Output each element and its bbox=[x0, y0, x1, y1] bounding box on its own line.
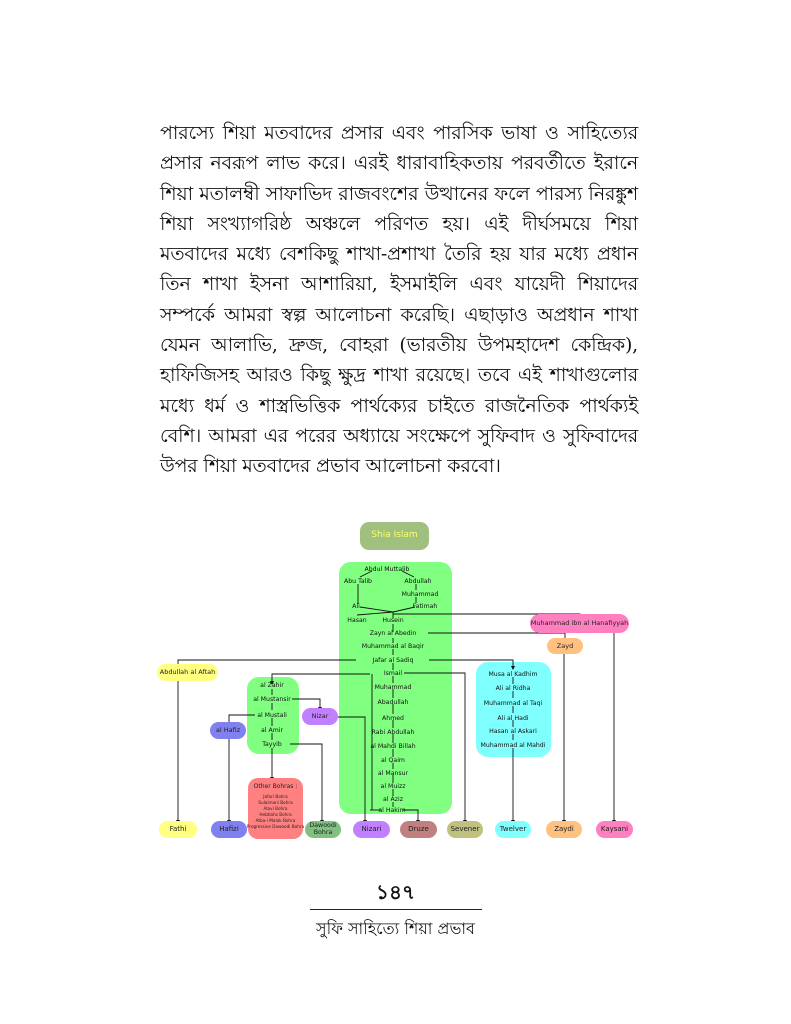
other-bohras-box bbox=[248, 778, 303, 839]
node-al-amir: al Amir bbox=[260, 727, 284, 734]
node-fatimah: Fatimah bbox=[412, 603, 438, 610]
bohra-item: Hebtiahs Bohra bbox=[259, 812, 292, 818]
node-abdullah: Abdullah bbox=[404, 578, 432, 585]
node-muhammad-al-taqi: Muhammad al Taqi bbox=[483, 700, 543, 707]
page-number: ১৪৭ bbox=[376, 880, 415, 904]
node-al-mahdi-billah: al Mahdi Billah bbox=[370, 743, 416, 750]
node-hasan-al-askari: Hasan al Askari bbox=[489, 728, 537, 735]
node-muhammad-ibn-ismail: Muhammad bbox=[374, 684, 412, 691]
node-abadullah: Abadullah bbox=[377, 699, 409, 706]
node-abdullah-al-aftah: Abdullah al Aftah bbox=[157, 664, 218, 681]
leaf-kaysani: Kaysani bbox=[596, 821, 633, 838]
node-ahmed: Ahmed bbox=[382, 715, 404, 722]
node-al-mansur: al Mansur bbox=[377, 770, 409, 777]
node-musa-al-kadhim: Musa al Kadhim bbox=[488, 671, 538, 678]
node-muhammad-al-mahdi: Muhammad al Mahdi bbox=[480, 742, 546, 749]
node-abu-talib: Abu Talib bbox=[344, 578, 372, 585]
node-tayyib: Tayyib bbox=[262, 741, 282, 748]
node-zayn-al-abedin: Zayn al Abedin bbox=[369, 630, 417, 637]
leaf-twelver: Twelver bbox=[495, 821, 531, 838]
node-muhammad-ibn-al-hanafiyyah: Muhammad ibn al Hanafiyyah bbox=[530, 614, 629, 633]
node-husein: Husein bbox=[382, 617, 404, 624]
node-zayd: Zayd bbox=[547, 638, 583, 654]
node-al-zahir: al Zahir bbox=[260, 682, 284, 689]
footer-divider bbox=[310, 909, 482, 910]
node-muhammad-al-baqir: Muhammad al Baqir bbox=[361, 643, 425, 650]
bohra-item: Atba-i Malak Bohra bbox=[255, 818, 296, 824]
bohra-item: Progressive Dawoodi Bohra bbox=[246, 824, 305, 830]
leaf-nizari: Nizari bbox=[353, 821, 390, 838]
node-al-hafiz: al Hafiz bbox=[210, 722, 246, 739]
node-muhammad-prophet: Muhammad bbox=[401, 591, 439, 598]
node-jafar-al-sadiq: Jafar al Sadiq bbox=[372, 657, 414, 664]
diagram-title: Shia Islam bbox=[360, 522, 429, 550]
node-abdul-muttalib: Abdul Muttalib bbox=[364, 566, 410, 573]
node-al-aziz: al Aziz bbox=[383, 796, 403, 803]
leaf-sevener: Sevener bbox=[447, 821, 483, 838]
node-ismail: Ismail bbox=[383, 670, 403, 677]
node-nizar: Nizar bbox=[302, 708, 338, 725]
leaf-dawoodi-bohra: Dawoodi Bohra bbox=[305, 821, 341, 838]
node-al-mustansir: al Mustansir bbox=[253, 696, 291, 703]
node-al-hakim: al Hakim bbox=[378, 807, 406, 814]
node-hasan: Hasan bbox=[347, 617, 367, 624]
leaf-zaydi: Zaydi bbox=[546, 821, 582, 838]
bohra-item: Alavi Bohra bbox=[263, 806, 288, 812]
node-rabi-abdullah: Rabi Abdullah bbox=[371, 729, 415, 736]
node-al-mustali: al Mustali bbox=[257, 712, 287, 719]
bohra-item: Sulaimani Bohra bbox=[258, 800, 293, 806]
node-al-qaim: al Qaim bbox=[381, 757, 405, 764]
other-bohras-title: Other Bohras : bbox=[253, 783, 298, 790]
paragraph-text: পারস্যে শিয়া মতবাদের প্রসার এবং পারসিক ভাষা ও সাহিত্যের প্রসার নবরূপ লাভ করে। এরই ধারাবাহিকতায় পরবর্তীতে ইরানে শিয়া মতালম্বী সাফাভিদ রাজবংশের উত্থানের ফলে পারস্য নিরঙ্কুশ শিয়া সংখ্যাগরিষ্ঠ অঞ্চলে পরিণত হয়। এই দীর্ঘসময়ে শিয়া মতবাদের মধ্যে বেশকিছু শাখা-প্রশাখা তৈরি হয় যার মধ্যে প্রধান তিন শাখা ইসনা আশারিয়া, ইসমাইলি এবং যায়েদী শিয়াদের সম্পর্কে আমরা স্বল্প আলোচনা করেছি। এছাড়াও অপ্রধান শাখা যেমন আলাভি, দ্রুজ, বোহরা (ভারতীয় উপমহাদেশ কেন্দ্রিক), হাফিজিসহ আরও কিছু ক্ষুদ্র শাখা রয়েছে। তবে এই শাখাগুলোর মধ্যে ধর্ম ও শাস্ত্রভিত্তিক পার্থক্যের চাইতে রাজনৈতিক পার্থক্যই বেশি। আমরা এর পরের অধ্যায়ে সংক্ষেপে সুফিবাদ ও সুফিবাদের উপর শিয়া মতবাদের প্রভাব আলোচনা করবো। bbox=[160, 122, 638, 478]
bohra-item: Jafari Bohra bbox=[263, 794, 288, 800]
node-ali-al-ridha: Ali al Ridha bbox=[495, 685, 531, 692]
leaf-fathi: Fathi bbox=[159, 821, 197, 838]
running-footer-title: সুফি সাহিত্যে শিয়া প্রভাব bbox=[316, 919, 475, 938]
node-ali-al-hadi: Ali al Hadi bbox=[497, 715, 529, 722]
node-ali: Ali bbox=[352, 603, 360, 610]
node-al-muizz: al Muizz bbox=[380, 783, 406, 790]
leaf-hafizi: Hafizi bbox=[211, 821, 247, 838]
leaf-druze: Druze bbox=[400, 821, 437, 838]
